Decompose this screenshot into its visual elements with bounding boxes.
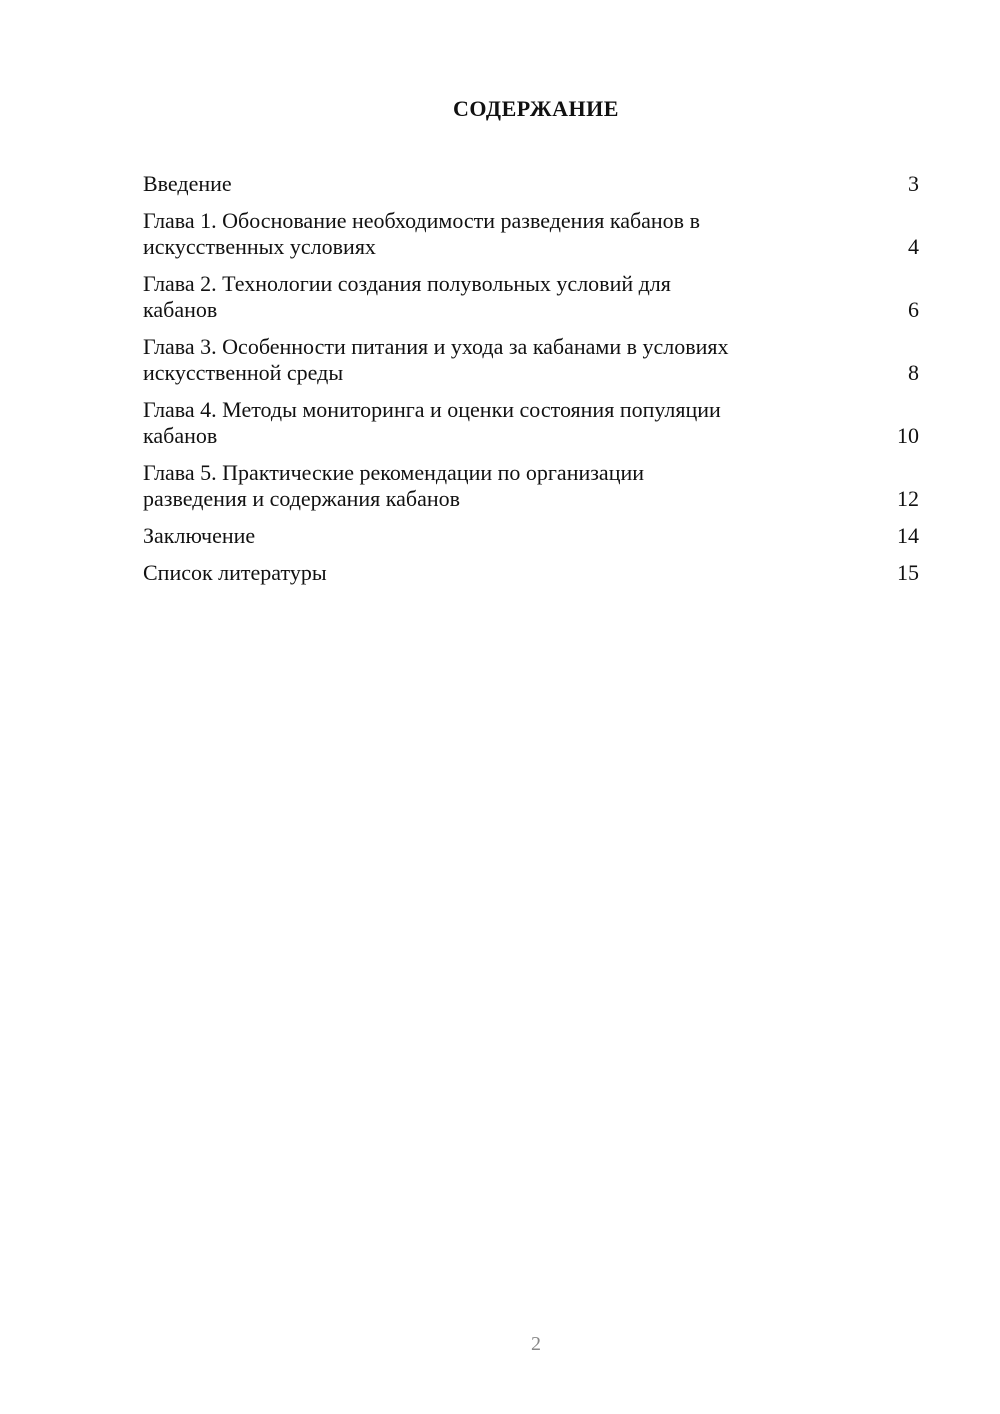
- toc-entry-line: кабанов: [143, 423, 218, 448]
- page-number: 2: [531, 1333, 541, 1355]
- toc-entry-title: [143, 334, 833, 386]
- toc-entry-line: искусственной среды: [143, 360, 344, 385]
- toc-entry-line: Глава 4. Методы мониторинга и оценки состояния популяции: [143, 397, 721, 422]
- toc-entry-page: 6: [908, 297, 919, 322]
- toc-entry-title: [143, 560, 833, 586]
- toc-entry-conclusion: [143, 523, 919, 549]
- toc-entry-line: Глава 2. Технологии создания полувольных условий для: [143, 271, 671, 296]
- toc-entry-references: [143, 560, 919, 586]
- toc-entry-title: [143, 397, 833, 449]
- toc-entry-line: Введение: [143, 171, 232, 196]
- toc-entry-chapter-2: [143, 271, 919, 323]
- toc-entry-page: 10: [897, 423, 919, 448]
- table-of-contents: [143, 171, 919, 597]
- toc-entry-chapter-5: [143, 460, 919, 512]
- toc-entry-title: [143, 208, 833, 260]
- toc-entry-line: Глава 1. Обоснование необходимости разведения кабанов в: [143, 208, 700, 233]
- toc-entry-line: разведения и содержания кабанов: [143, 486, 461, 511]
- toc-entry-chapter-4: [143, 397, 919, 449]
- toc-entry-title: [143, 271, 833, 323]
- toc-entry-line: Глава 5. Практические рекомендации по организации: [143, 460, 645, 485]
- toc-entry-page: 15: [897, 560, 919, 585]
- toc-entry-page: 12: [897, 486, 919, 511]
- page-title: СОДЕРЖАНИЕ: [453, 96, 619, 121]
- toc-entry-line: кабанов: [143, 297, 218, 322]
- toc-entry-page: 8: [908, 360, 919, 385]
- toc-entry-chapter-3: [143, 334, 919, 386]
- toc-entry-title: [143, 171, 833, 197]
- toc-entry-page: 14: [897, 523, 919, 548]
- toc-entry-line: Глава 3. Особенности питания и ухода за кабанами в условиях: [143, 334, 729, 359]
- toc-entry-chapter-1: [143, 208, 919, 260]
- toc-entry-title: [143, 523, 833, 549]
- toc-entry-line: искусственных условиях: [143, 234, 376, 259]
- toc-entry-title: [143, 460, 833, 512]
- toc-entry-page: 4: [908, 234, 919, 259]
- toc-entry-page: 3: [908, 171, 919, 196]
- toc-entry-line: Список литературы: [143, 560, 327, 585]
- toc-entry-introduction: [143, 171, 919, 197]
- toc-entry-line: Заключение: [143, 523, 256, 548]
